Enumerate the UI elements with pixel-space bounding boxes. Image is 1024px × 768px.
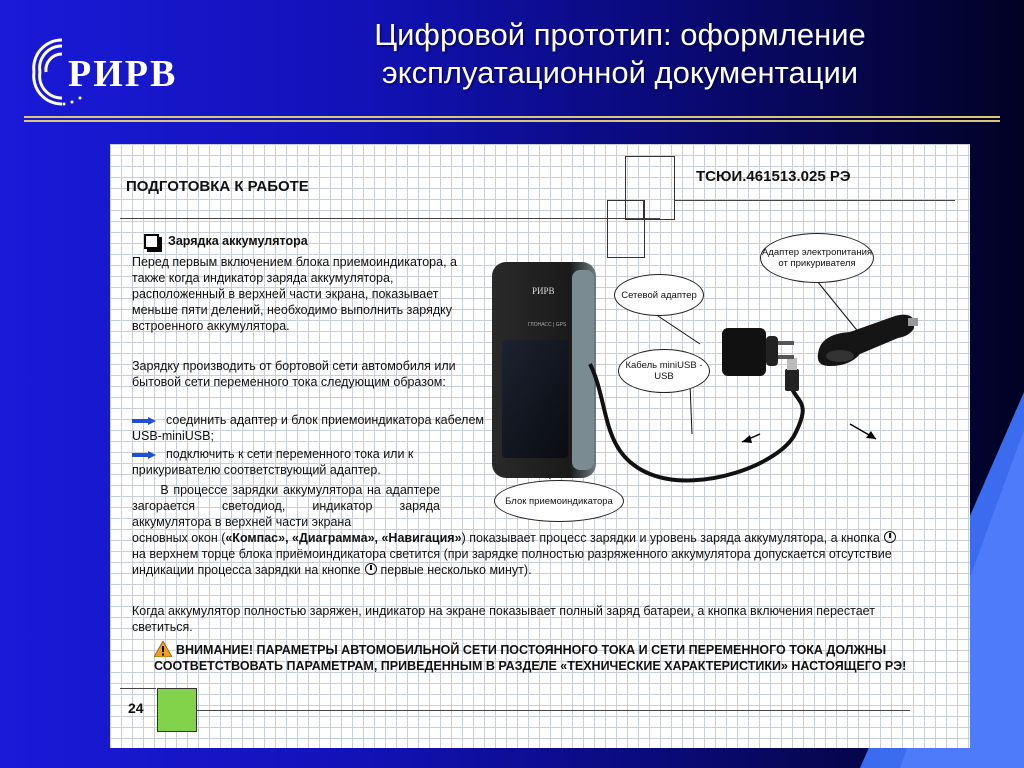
paragraph-4-windows: «Компас», «Диаграмма», «Навигация» [225,531,462,545]
warning-block [154,641,914,674]
paragraph-4-part-b: ) показывает процесс зарядки и уровень заряда аккумулятора, а кнопка [461,531,880,545]
logo-text: РИРВ [68,53,178,95]
title-divider [24,116,1000,126]
paragraph-2: Зарядку производить от бортовой сети автомобиля или бытовой сети переменного тока следующим образом: [132,359,456,389]
callout-cable: Кабель miniUSB - USB [618,349,710,393]
slide-title-line1: Цифровой прототип: оформление [374,17,866,52]
paragraph-1: Перед первым включением блока приемоиндикатора, а также когда индикатор заряда аккумулятора, расположенный в верхней части экрана, показывает меньше пяти делений, необходимо выполнить зарядку встроенного аккумулятора. [132,255,457,333]
warning-text-end: » НАСТОЯЩЕГО РЭ! [780,659,907,673]
callout-car-adapter: Адаптер электропитания от прикуривателя [760,233,874,283]
callout-network-adapter: Сетевой адаптер [614,274,704,316]
footer-rule-top [120,688,156,689]
slide-title [300,16,940,92]
network-adapter-image [710,314,800,384]
header-rule-right [675,200,955,201]
device-model: ГЛОНАСС | GPS [528,322,567,328]
slide-title-line2: эксплуатационной документации [381,55,859,90]
power-button-icon [884,531,896,543]
warning-text: ВНИМАНИЕ! ПАРАМЕТРЫ АВТОМОБИЛЬНОЙ СЕТИ ПОСТОЯННОГО ТОКА И СЕТИ ПЕРЕМЕННОГО ТОКА ДОЛЖНЫ СООТВЕТСТВОВАТЬ ПАРАМЕТРАМ, ПРИВЕДЕННЫМ В РАЗДЕЛЕ «ТЕХНИЧЕСКИЕ ХАРАКТЕРИСТИКИ [154,643,887,673]
bullet-1-text: соединить адаптер и блок приемоиндикатора кабелем USB-miniUSB; [132,413,484,443]
subsection-title: Зарядка аккумулятора [168,234,308,248]
paragraph-4-part-d: первые несколько минут). [380,563,532,577]
blue-arrow-icon [132,451,156,459]
car-adapter-image [810,294,920,376]
callout-receiver-block: Блок приемоиндикатора [494,480,624,522]
device-brand: РИРВ [532,286,555,296]
bullet-1 [132,412,484,444]
paragraph-3 [132,482,440,530]
document-code: ТСЮИ.461513.025 РЭ [696,168,851,185]
document-page [110,144,970,748]
header-box-3 [643,200,645,220]
paragraph-5: Когда аккумулятор полностью заряжен, индикатор на экране показывает полный заряд батареи, а кнопка включения перестает светиться. [132,604,875,634]
blue-arrow-icon [132,417,156,425]
paragraph-4 [132,530,904,578]
checkbox-icon [144,234,159,249]
paragraph-4-part-c: на верхнем торце блока приёмоиндикатора светится (при зарядке полностью разряженного аккумулятора допускается отсутствие индикации процесса зарядки на кнопке [132,547,892,577]
paragraph-3-text: В процессе зарядки аккумулятора на адаптере загорается светодиод, индикатор заряда аккумулятора в верхней части экрана [132,483,441,529]
section-title: ПОДГОТОВКА К РАБОТЕ [126,178,309,195]
power-button-icon [365,563,377,575]
header-rule [120,218,660,219]
page-marker-box [157,688,197,732]
warning-icon [154,641,172,657]
paragraph-4-part-a: основных окон ( [132,531,226,545]
footer-rule [196,710,910,711]
bullet-2 [132,446,484,478]
page-number: 24 [128,700,144,716]
bullet-2-text: подключить к сети переменного тока или к прикуривателю соответствующий адаптер. [132,447,414,477]
